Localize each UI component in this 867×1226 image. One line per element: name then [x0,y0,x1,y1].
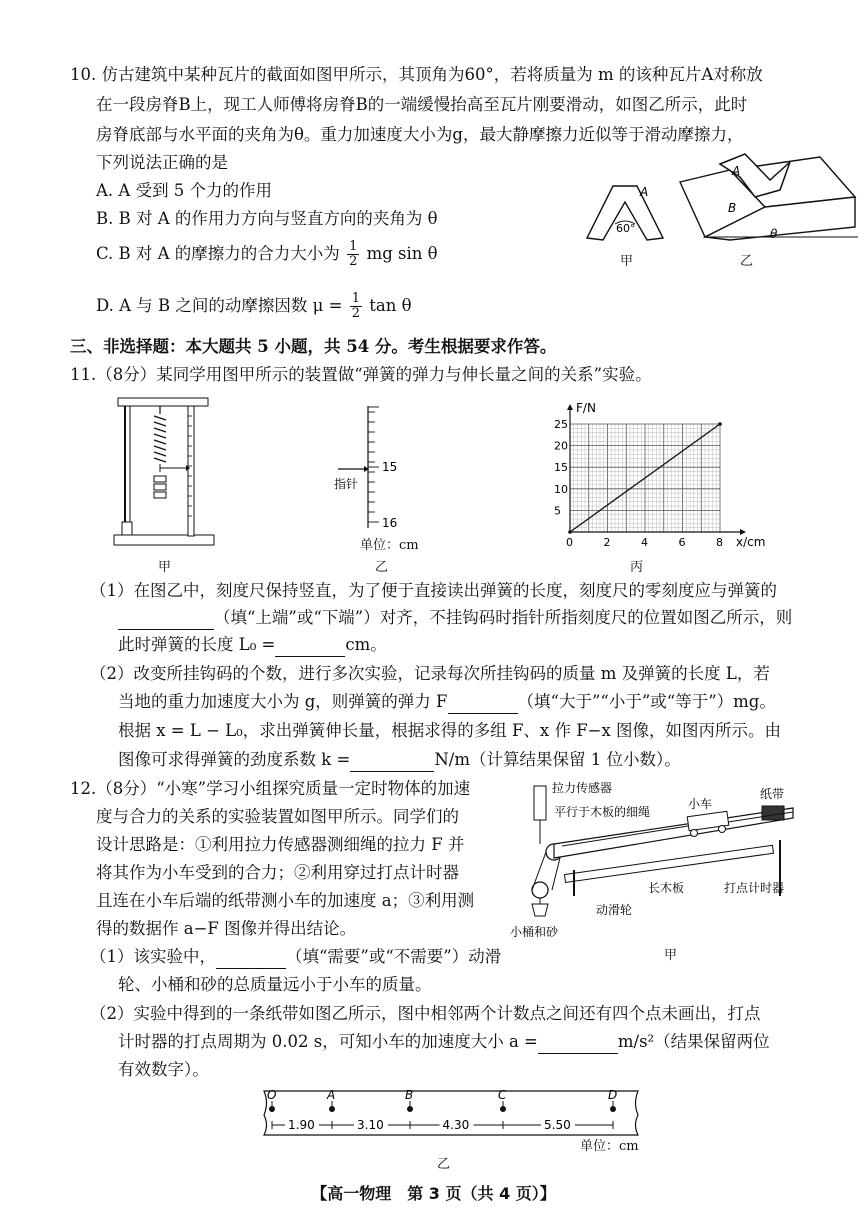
q12-part1-line1 [90,946,501,969]
q10-line-1: 10. 仿古建筑中某种瓦片的截面如图甲所示，其顶角为60°，若将质量为 m 的该种瓦片A对称放 [70,65,763,84]
q12-part1-line2: 轮、小桶和砂的总质量远小于小车的质量。 [118,975,432,994]
tape-point-label: D [608,1088,618,1102]
y-axis-arrow [567,404,573,410]
tape-point [610,1106,616,1112]
fig-yi-caption: 乙 [437,1157,451,1172]
q11-part2-line3: 根据 x = L − L₀，求出弹簧伸长量，根据求得的多组 F、x 作 F−x 图像，如图丙所示。由 [118,721,782,740]
tape-point [269,1106,275,1112]
q12-part1-text: （1）该实验中， [90,947,216,966]
cart-label: 小车 [688,797,713,811]
fig-jia-caption: 甲 [620,254,634,269]
q11-part2-line2-text: 当地的重力加速度大小为 g，则弹簧的弹力 F [118,692,448,711]
data-point [718,422,722,426]
distance-label: 4.30 [442,1118,470,1132]
fig-a-label: A [732,164,741,178]
q12-part2-line2-tail: m/s²（结果保留两位 [617,1032,770,1051]
y-tick-label: 5 [554,504,561,518]
distance-label: 1.90 [288,1118,315,1132]
tape-point-label: O [267,1088,277,1102]
tilted-ridge-figure [670,152,860,244]
q12-line-5: 且连在小车后端的纸带测小车的加速度 a；③利用测 [96,891,475,910]
q10-line-2: 在一段房脊B上，现工人师傅将房脊B的一端缓慢抬高至瓦片刚要滑动，如图乙所示，此时 [96,95,748,114]
tile-cross-section-figure [585,182,665,244]
answer-blank[interactable] [275,634,345,657]
fraction: $\frac{1}{2}$ [349,239,358,269]
q12-line-2: 度与合力的关系的实验装置如图甲所示。同学们的 [96,807,459,826]
q11-part2-line2 [118,691,776,714]
x-tick-label: 4 [641,536,648,549]
y-tick-label: 15 [554,461,568,475]
q11-part2-line4-tail: N/m（计算结果保留 1 位小数）。 [434,750,681,769]
sensor-label: 拉力传感器 [552,781,613,795]
pointer-label: 指针 [334,477,359,491]
q11-intro: 11.（8分）某同学用图甲所示的装置做“弹簧的弹力与伸长量之间的关系”实验。 [70,365,652,384]
y-tick-label: 20 [554,439,568,453]
fig-bing-caption: 丙 [630,560,644,575]
fig-theta-label: θ [770,227,778,241]
tape-point-label: B [405,1088,414,1102]
q10-option-c-text: C. B 对 A 的摩擦力的合力大小为 [96,244,340,263]
fig-yi-caption: 乙 [740,254,754,269]
x-tick-label: 6 [678,536,686,549]
answer-blank[interactable] [118,607,214,630]
page-footer: 【高一物理 第 3 页（共 4 页）】 [311,1184,556,1203]
answer-blank[interactable] [350,749,434,772]
q12-part2-line2 [118,1031,770,1054]
distance-label: 5.50 [544,1118,571,1132]
q12-line-6: 得的数据作 a−F 图像并得出结论。 [96,919,357,938]
tape-point [500,1106,506,1112]
q11-part1-line3-text: 此时弹簧的长度 L₀ = [118,635,276,654]
tape-point [407,1106,413,1112]
q10-line-3: 房脊底部与水平面的夹角为θ。重力加速度大小为g，最大静摩擦力近似等于滑动摩擦力， [96,125,744,144]
q10-option-c-expr: mg sin θ [366,244,438,263]
chart-y-axis-label: F/N [576,401,596,415]
q11-part2-line2-tail: （填“大于”“小于”或“等于”）mg。 [517,692,776,711]
q12-part2-line2-text: 计时器的打点周期为 0.02 s，可知小车的加速度大小 a = [118,1032,538,1051]
tape-point-label: C [498,1088,507,1102]
tape-label: 纸带 [760,787,785,801]
q10-option-d-expr: tan θ [369,296,412,315]
fig-jia-caption: 甲 [664,948,678,963]
x-tick-label: 8 [716,536,723,549]
x-tick-label: 0 [566,536,573,549]
ruler-figure [330,400,420,535]
q11-part1-line2-text: （填“上端”或“下端”）对齐，不挂钩码时指针所指刻度尺的位置如图乙所示，则 [214,608,793,627]
force-extension-chart [548,398,768,554]
q10-option-d-text: D. A 与 B 之间的动摩擦因数 μ = [96,296,343,315]
q10-option-d [96,292,412,321]
bucket-label: 小桶和砂 [510,925,559,939]
fig-a-label: A [640,185,649,199]
section-3-heading: 三、非选择题：本大题共 5 小题，共 54 分。考生根据要求作答。 [70,337,557,356]
fig-angle-label: 60° [616,222,636,235]
unit-label: 单位：cm [360,538,419,553]
rope-label: 平行于木板的细绳 [554,805,651,819]
q10-option-a: A. A 受到 5 个力的作用 [96,181,273,200]
q10-line-4: 下列说法正确的是 [96,153,228,172]
tape-point-label: A [327,1088,336,1102]
pulley-label: 动滑轮 [596,903,633,917]
fraction: $\frac{1}{2}$ [351,291,360,321]
ruler-mark-15: 15 [382,460,398,474]
q11-part1-line3 [118,634,387,657]
tape-unit-label: 单位：cm [580,1139,639,1154]
y-tick-label: 25 [554,418,568,431]
answer-blank[interactable] [538,1031,618,1054]
y-tick-label: 10 [554,482,568,496]
spring-stand-figure [110,392,220,552]
answer-blank[interactable] [216,946,286,969]
q11-part2-line4 [118,749,681,772]
data-point [568,530,572,534]
board-label: 长木板 [648,881,685,895]
q12-line-3: 设计思路是：①利用拉力传感器测细绳的拉力 F 并 [96,835,465,854]
q11-part1-line1: （1）在图乙中，刻度尺保持竖直，为了便于直接读出弹簧的长度，刻度尺的零刻度应与弹簧的 [90,581,777,600]
q12-line-1: 12.（8分）“小寒”学习小组探究质量一定时物体的加速 [70,779,471,798]
cart-experiment-figure [508,778,808,950]
fig-b-label: B [728,201,737,215]
fig-yi-caption: 乙 [375,560,389,575]
ruler-mark-16: 16 [382,516,398,530]
q11-part2-line1: （2）改变所挂钩码的个数，进行多次实验，记录每次所挂钩码的质量 m 及弹簧的长度 L，若 [90,664,770,683]
chart-x-axis-label: x/cm [736,535,766,549]
q12-part1-tail: （填“需要”或“不需要”）动滑 [286,947,502,966]
q12-part2-line1: （2）实验中得到的一条纸带如图乙所示，图中相邻两个计数点之间还有四个点未画出，打点 [90,1004,761,1023]
q10-option-c [96,240,438,269]
timer-label: 打点计时器 [724,881,785,895]
q12-part2-line3: 有效数字）。 [118,1060,209,1079]
distance-label: 3.10 [357,1118,384,1132]
q11-part2-line4-text: 图像可求得弹簧的劲度系数 k = [118,750,351,769]
q11-part1-line2 [118,607,792,630]
x-tick-label: 2 [603,536,611,549]
q10-option-b: B. B 对 A 的作用力方向与竖直方向的夹角为 θ [96,209,438,228]
fig-jia-caption: 甲 [158,560,172,575]
q12-line-4: 将其作为小车受到的合力；②利用穿过打点计时器 [96,863,459,882]
tape-point [329,1106,335,1112]
answer-blank[interactable] [448,691,518,714]
q11-part1-unit: cm。 [345,635,387,654]
